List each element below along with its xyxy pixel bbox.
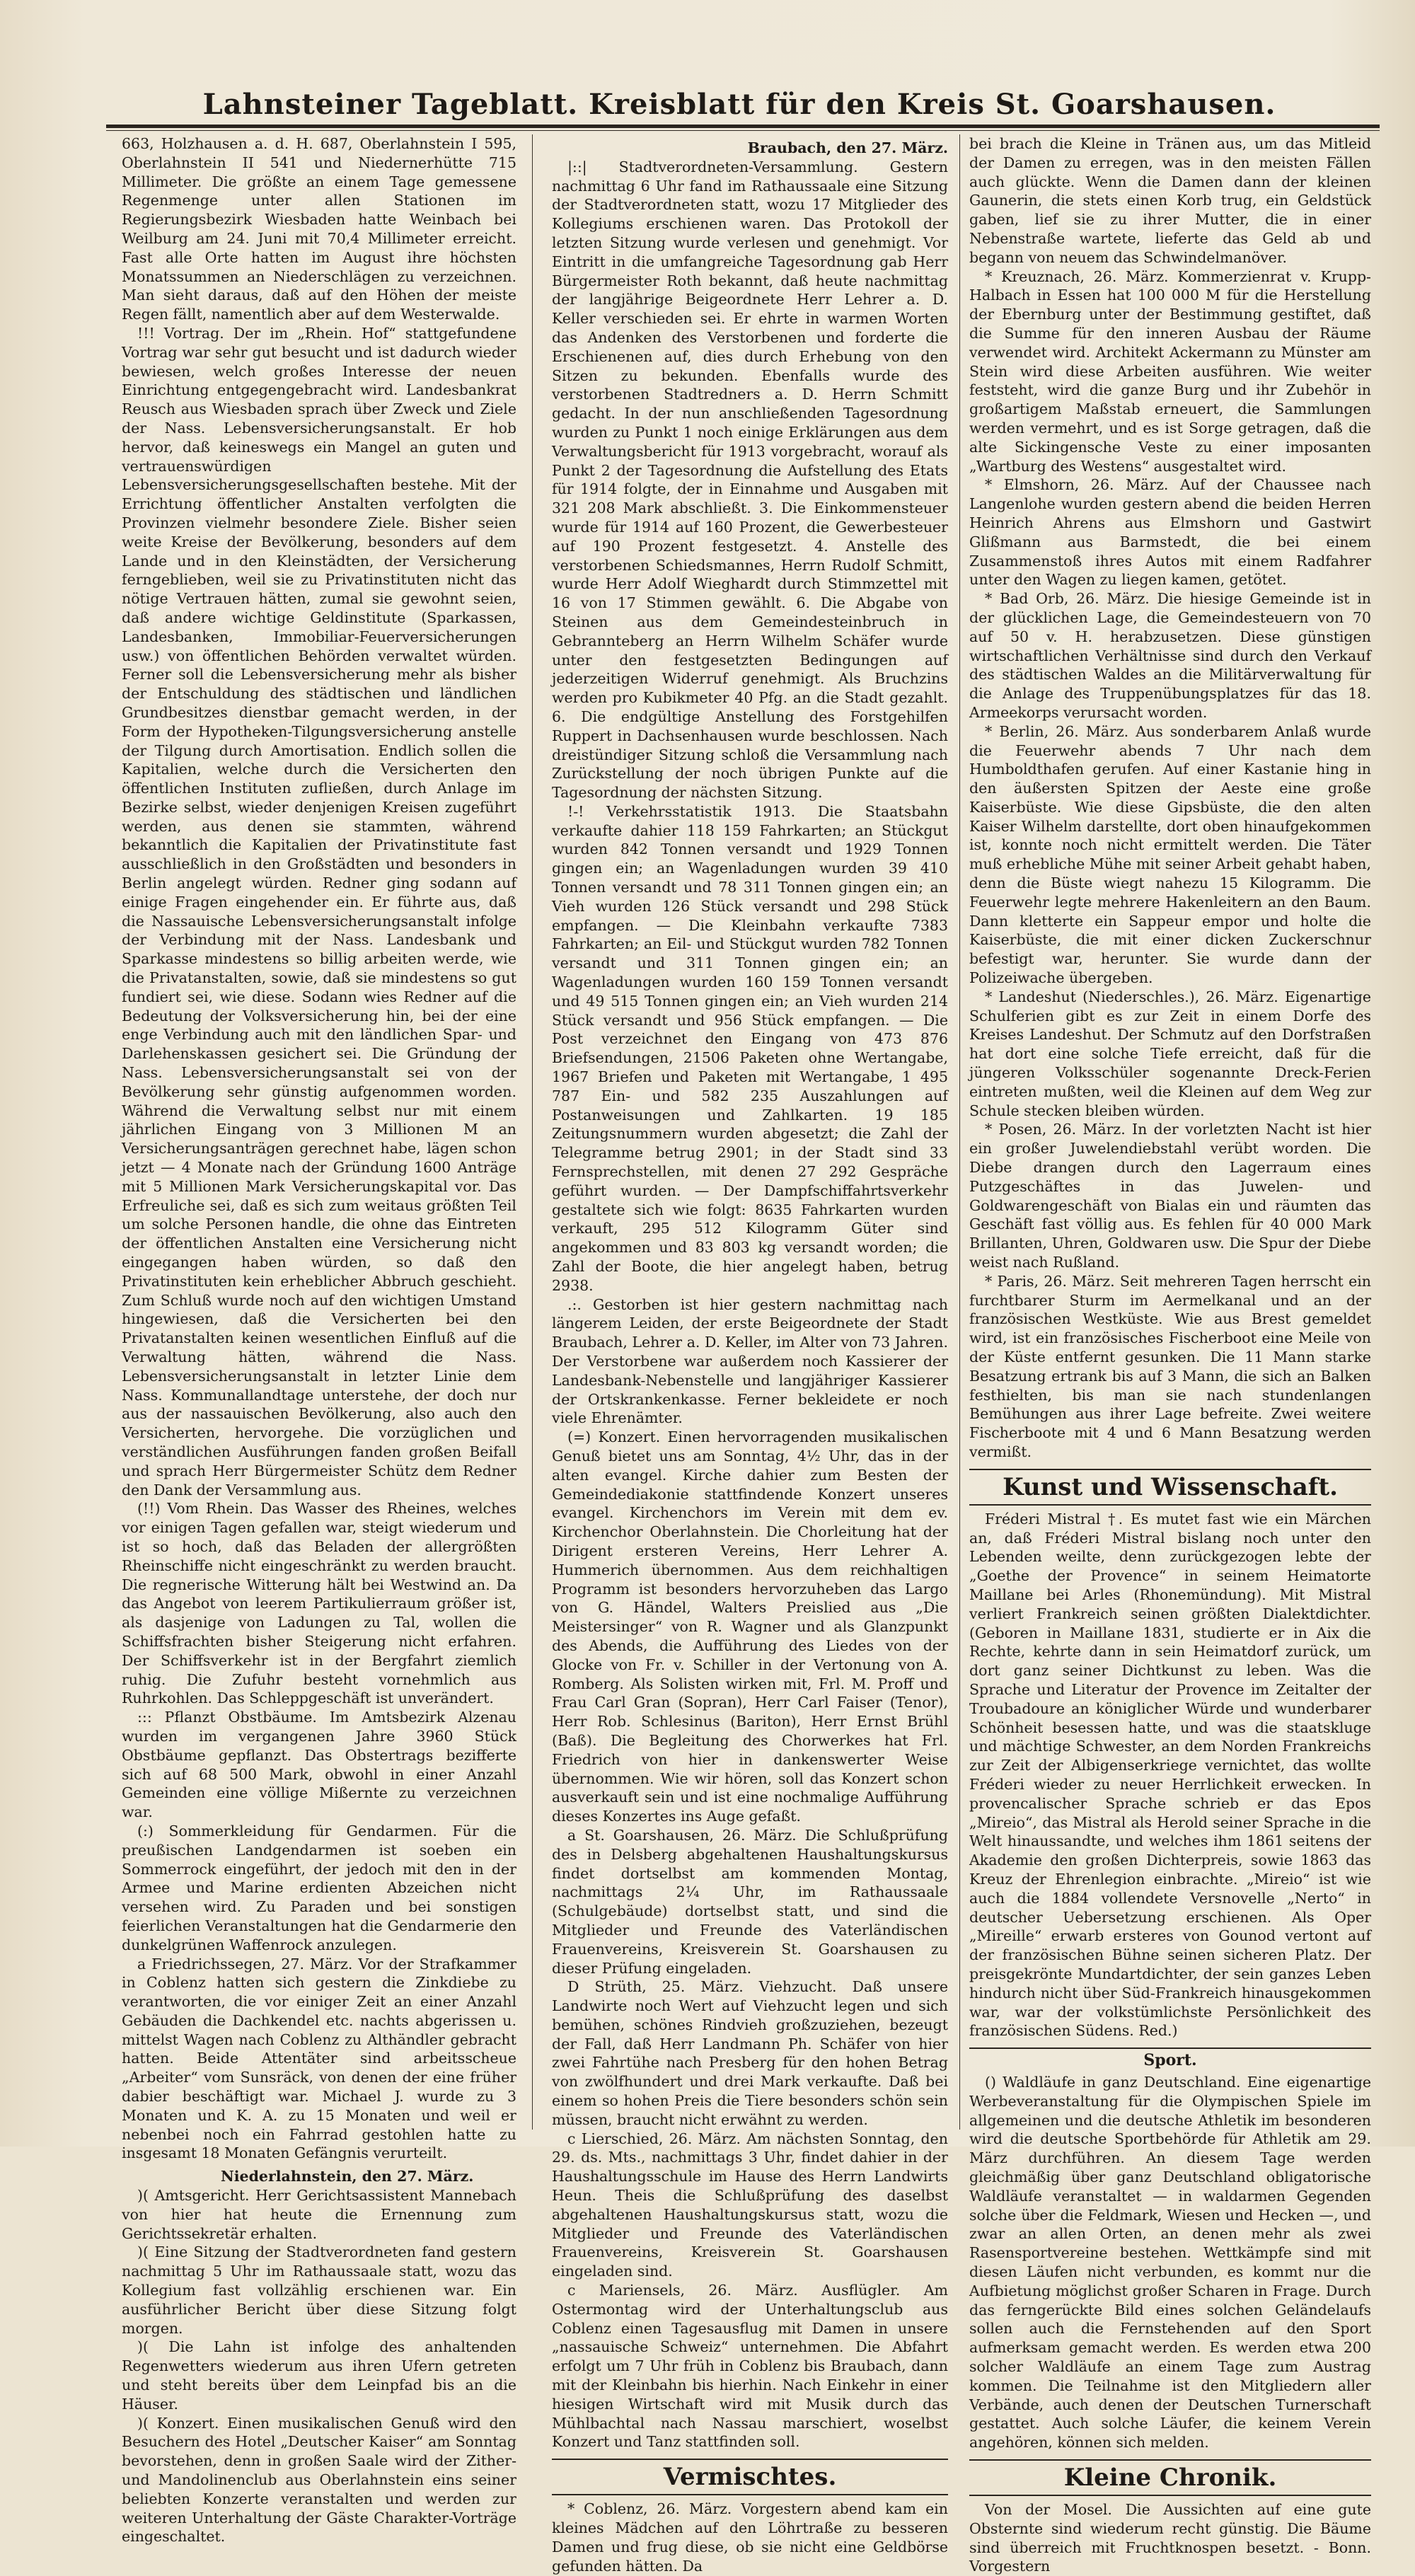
article-lierschied: c Lierschied, 26. März. Am nächsten Sonntag, den 29. ds. Mts., nachmittags 3 Uhr, findet dahier in der Haushaltungsschule im Hause des Herrn Landwirts Heun. Theis die Schlußprüfung des daselbst abgehaltenen Haushaltungskursus statt, wozu die Mitglieder und Freunde des Vaterländischen Frauenvereins, Kreisverein St. Goarshausen eingeladen sind.: [552, 2130, 948, 2280]
heading-sport: Sport.: [969, 2047, 1371, 2072]
heading-vermischtes: Vermischtes.: [552, 2459, 948, 2495]
heading-kunst-wissenschaft: Kunst und Wissenschaft.: [969, 1469, 1371, 1506]
article-verkehrsstatistik: !-! Verkehrsstatistik 1913. Die Staatsbahn verkaufte dahier 118 159 Fahrkarten; an Stückgut wurden 842 Tonnen versandt und 1929 Tonnen gingen ein; an Wagenladungen wurden 39 410 Tonnen versandt und 78 311 Tonnen gingen ein; an Vieh wurden 126 Stück versandt und 298 Stück empfangen. — Die Kleinbahn verkaufte 7383 Fahrkarten; an Eil- und Stückgut wurden 782 Tonnen versandt und 311 Tonnen gingen ein; an Wagenladungen wurden 160 159 Tonnen versandt und 49 515 Tonnen gingen ein; an Vieh wurden 214 Stück versandt und 956 Stück empfangen. — Die Post verzeichnet den Eingang von 473 876 Briefsendungen, 21506 Paketen ohne Wertangabe, 1967 Briefen und Paketen mit Wertangabe, 1 495 787 Ein- und 582 235 Auszahlungen auf Postanweisungen und Zahlkarten. 19 185 Zeitungsnummern wurden abgesetzt; die Zahl der Telegramme betrug 2901; in der Stadt sind 33 Fernsprechstellen, mit denen 27 292 Gespräche geführt wurden. — Der Dampfschiffahrtsverkehr gestaltete sich wie folgt: 8635 Fahrkarten wurden verkauft, 295 512 Kilogramm Güter sind angekommen und 83 803 kg versandt worden; die Zahl der Boote, die hier angelegt haben, betrug 2938.: [552, 802, 948, 1294]
article-waldlaeufe: () Waldläufe in ganz Deutschland. Eine eigenartige Werbeveranstaltung für die Olympischen Spiele im allgemeinen und die deutsche Athletik im besonderen wird die deutsche Sportbehörde für Athletik am 29. März durchführen. An diesem Tage werden gleichmäßig über ganz Deutschland obligatorische Waldläufe veranstaltet — in waldarmen Gegenden solche über die Feldmark, Wiesen und Hecken —, und zwar an allen Orten, an denen mehr als zwei Rasensportvereine bestehen. Wettkämpfe sind mit diesen Läufen nicht verbunden, es kommt nur die Aufbietung möglichst großer Scharen in Frage. Durch das ferngerückte Bild eines solchen Geländelaufs sollen auch die Fernstehenden auf den Sport aufmerksam gemacht werden. Es werden etwa 200 solcher Waldläufe an einem Tage zum Austrag kommen. Die Teilnahme ist den Mitgliedern aller Verbände, auch denen der Deutschen Turnerschaft gestattet. Auch solche Läufer, die keinem Verein angehören, können sich melden.: [969, 2074, 1371, 2451]
article-obstbaeume: ::: Pflanzt Obstbäume. Im Amtsbezirk Alzenau wurden im vergangenen Jahre 3960 Stück Obstbäume gepflanzt. Das Obstertrags bezifferte sich auf 68 500 Mark, obwohl in einer Anzahl Gemeinden eine völlige Mißernte zu verzeichnen war.: [122, 1709, 516, 1821]
column-2: [552, 134, 948, 2575]
article-bad-orb: * Bad Orb, 26. März. Die hiesige Gemeinde ist in der glücklichen Lage, die Gemeindesteuern von 70 auf 50 v. H. herabzusetzen. Diese günstigen wirtschaftlichen Verhältnisse sind durch den Verkauf des städtischen Waldes an die Militärverwaltung für die Anlage des Truppenübungsplatzes für das 18. Armeekorps verursacht worden.: [969, 590, 1371, 721]
article-elmshorn: * Elmshorn, 26. März. Auf der Chaussee nach Langenlohe wurden gestern abend die beiden Herren Heinrich Ahrens aus Elmshorn und Gastwirt Glißmann aus Barmstedt, die bei einem Zusammenstoß ihres Autos mit einem Radfahrer unter den Wagen zu liegen kamen, getötet.: [969, 476, 1371, 589]
article-gestorben: .:. Gestorben ist hier gestern nachmittag nach längerem Leiden, der erste Beigeordnete der Stadt Braubach, Lehrer a. D. Keller, im Alter von 73 Jahren. Der Verstorbene war außerdem noch Kassierer der Landesbank-Nebenstelle und langjähriger Kassierer der Ortskrankenkasse. Ferner bekleidete er noch viele Ehrenämter.: [552, 1295, 948, 1427]
column-divider-1: [532, 134, 533, 2130]
article-strueth: D Strüth, 25. März. Viehzucht. Daß unsere Landwirte noch Wert auf Viehzucht legen und sich bemühen, schönes Rindvieh großzuziehen, bezeugt der Fall, daß Herr Landmann Ph. Schäfer von hier zwei Fahrtühe nach Presberg für den hohen Betrag von zwölfhundert und drei Mark verkaufte. Daß bei einem so hohen Preis die Tiere besonders schön sein müssen, braucht nicht erwähnt zu werden.: [552, 1978, 948, 2128]
article-st-goarshausen: a St. Goarshausen, 26. März. Die Schlußprüfung des in Delsberg abgehaltenen Haushaltungskursus findet dortselbst am kommenden Montag, nachmittags 2¼ Uhr, im Rathaussaale (Schulgebäude) dortselbst statt, und sind die Mitglieder und Freunde des Vaterländischen Frauenvereins, Kreisverein St. Goarshausen zu dieser Prüfung eingeladen.: [552, 1826, 948, 1977]
article-mariensels: c Mariensels, 26. März. Ausflügler. Am Ostermontag wird der Unterhaltungsclub aus Coblenz einen Tagesausflug mit Damen in unsere „nassauische Schweiz“ unternehmen. Die Abfahrt erfolgt um 7 Uhr früh in Coblenz bis Braubach, dann mit der Kleinbahn bis hierhin. Nach Einkehr in einer hiesigen Wirtschaft wird mit Musik durch das Mühlbachtal nach Nassau marschiert, woselbst Konzert und Tanz stattfinden soll.: [552, 2282, 948, 2451]
article-amtsgericht: )( Amtsgericht. Herr Gerichtsassistent Mannebach von hier hat heute die Ernennung zum Gerichtssekretär erhalten.: [122, 2187, 516, 2242]
heading-kleine-chronik: Kleine Chronik.: [969, 2459, 1371, 2496]
article-friedrichssegen: a Friedrichssegen, 27. März. Vor der Strafkammer in Coblenz hatten sich gestern die Zinkdiebe zu verantworten, die vor einiger Zeit an einer Anzahl Gebäuden die Dachkendel etc. nachts abgerissen u. mittelst Wagen nach Coblenz zu Althändler gebracht hatten. Beide Attentäter sind arbeitsscheue „Arbeiter“ vom Sunsräck, von denen der eine früher dabier beschäftigt war. Michael J. wurde zu 3 Monaten und K. A. zu 15 Monaten und weil er nebenbei noch ein Fahrrad gestohlen hatte zu insgesamt 18 Monaten Gefängnis verurteilt.: [122, 1955, 516, 2162]
article-landeshut: * Landeshut (Niederschles.), 26. März. Eigenartige Schulferien gibt es zur Zeit in einem Dorfe des Kreises Landeshut. Der Schmutz auf den Dorfstraßen hat dort eine solche Tiefe erreicht, daß für die jüngeren Volksschüler sogenannte Dreck-Ferien eintreten mußten, weil die Kleinen auf dem Weg zur Schule stecken bleiben würden.: [969, 988, 1371, 1119]
article-sitzung: )( Eine Sitzung der Stadtverordneten fand gestern nachmittag 5 Uhr im Rathaussaale statt, wozu das Kollegium fast vollzählig erschienen war. Ein ausführlicher Bericht über diese Sitzung folgt morgen.: [122, 2243, 516, 2337]
article-lahn: )( Die Lahn ist infolge des anhaltenden Regenwetters wiederum aus ihren Ufern getreten und steht bereits über dem Leinpfad bis an die Häuser.: [122, 2338, 516, 2413]
article-mistral: Fréderi Mistral †. Es mutet fast wie ein Märchen an, daß Fréderi Mistral bislang noch unter den Lebenden weilte, denn zurückgezogen lebte der „Goethe der Provence“ in seinem Heimatorte Maillane bei Arles (Rhonemündung). Mit Mistral verliert Frankreich seinen größten Dialektdichter. (Geboren in Maillane 1831, studierte er in Aix die Rechte, kehrte dann in sein Heimatdorf zurück, um dort ganz seiner Dichtkunst zu leben. Was die Sprache und Literatur der Provence im Zeitalter der Troubadoure an königlicher Würde und wunderbarer Schönheit besessen hatte, und was die staatskluge und mächtige Schwester, an dem Norden Frankreichs zur Zeit der Albigenserkriege vernichtet, das wollte Fréderi wieder zu neuer Herrlichkeit erwecken. In provencalischer Sprache schrieb er das Epos „Mireio“, das Mistral als Herold seiner Sprache in die Welt hinaussandte, und welches ihm 1861 seitens der Akademie den großen Dichterpreis, sowie 1863 das Kreuz der Ehrenlegion einbrachte. „Mireio“ ist wie auch die 1884 vollendete Versnovelle „Nerto“ in deutscher Uebersetzung erschienen. Als Oper „Mireille“ erwarb ersteres von Gounod vertont auf der französischen Bühne seinen sicheren Platz. Der preisgekrönte Mundartdichter, der sein ganzes Leben hindurch nicht über Süd-Frankreich hinausgekommen war, war der volkstümlichste Persönlichkeit des französischen Südens. Red.): [969, 1510, 1371, 2040]
article-coblenz-cont: bei brach die Kleine in Tränen aus, um das Mitleid der Damen zu erregen, was in den meisten Fällen auch glückte. Wenn die Damen dann der kleinen Gaunerin, die stets einen Korb trug, ein Geldstück gaben, lief sie zu ihrer Mutter, die in einer Nebenstraße wartete, lieferte das Geld ab und begann von neuem das Schwindelmanöver.: [969, 135, 1371, 266]
column-divider-2: [959, 134, 960, 2130]
article-vom-rhein: (!!) Vom Rhein. Das Wasser des Rheines, welches vor einigen Tagen gefallen war, steigt wiederum und ist so hoch, daß das Beladen der allergrößten Rheinschiffe nicht eingeschränkt zu werden braucht. Die regnerische Witterung hält bei Westwind an. Da das Angebot von leerem Partikulierraum größer ist, als dasjenige von Ladungen zu Tal, wollen die Schiffsfrachten bisher Steigerung nicht erfahren. Der Schiffsverkehr ist in der Bergfahrt ziemlich ruhig. Die Zufuhr besteht vornehmlich aus Ruhrkohlen. Das Schleppgeschäft ist unverändert.: [122, 1500, 516, 1707]
dateline-niederlahnstein: Niederlahnstein, den 27. März.: [221, 2168, 474, 2185]
article-gendarmen: (:) Sommerkleidung für Gendarmen. Für die preußischen Landgendarmen ist soeben ein Sommerrock eingeführt, der jedoch mit den in der Armee und Marine erdienten Abzeichen nicht versehen wird. Zu Paraden und bei sonstigen feierlichen Veranstaltungen hat die Gendarmerie den dunkelgrünen Waffenrock anzulegen.: [122, 1822, 516, 1953]
article-paris: * Paris, 26. März. Seit mehreren Tagen herrscht ein furchtbarer Sturm im Aermelkanal und an der französischen Westküste. Wie aus Brest gemeldet wird, ist ein französisches Fischerboot eine Meile von der Küste entfernt gesunken. Die 11 Mann starke Besatzung ertrank bis auf 3 Mann, die sich an Balken festhielten, bis man sie nach stundenlangen Bemühungen aus ihrer Lage befreite. Zwei weitere Fischerboote mit 4 und 6 Mann Besatzung werden vermißt.: [969, 1272, 1371, 1460]
masthead-rule: [106, 125, 1380, 128]
article-kreuznach: * Kreuznach, 26. März. Kommerzienrat v. Krupp-Halbach in Essen hat 100 000 M für die Herstellung der Ebernburg unter der Bestimmung gestiftet, daß die Summe für den inneren Ausbau der Räume verwendet wird. Architekt Ackermann zu Münster am Stein wird diese Arbeiten ausführen. Wie weiter feststeht, wird die ganze Burg und ihr Zubehör in großartigem Maßstab erneuert, die Sammlungen werden vermehrt, und es ist Sorge getragen, daß die alte Sickingensche Veste zu einer imposanten „Wartburg des Westens“ ausgestaltet wird.: [969, 267, 1371, 475]
masthead-rule-thin: [106, 130, 1380, 131]
article-stadtverordneten: |::| Stadtverordneten-Versammlung. Gestern nachmittag 6 Uhr fand im Rathaussaale eine Sitzung der Stadtverordneten statt, wozu 17 Mitglieder des Kollegiums erschienen waren. Das Protokoll der letzten Sitzung wurde verlesen und genehmigt. Vor Eintritt in die umfangreiche Tagesordnung gab Herr Bürgermeister Roth bekannt, daß heute nachmittag der langjährige Beigeordnete Herr Lehrer a. D. Keller verschieden sei. Er ehrte in warmen Worten das Andenken des Verstorbenen und forderte die Erschienenen auf, dies durch Erhebung von den Sitzen zu bekunden. Ebenfalls wurde des verstorbenen Stadtredners a. D. Herrn Schmitt gedacht. In der nun anschließenden Tagesordnung wurden zu Punkt 1 noch einige Erklärungen aus dem Verwaltungsbericht für 1913 vorgebracht, worauf als Punkt 2 der Tagesordnung die Aufstellung des Etats für 1914 folgte, der in Einnahme und Ausgaben mit 321 208 Mark abschließt. 3. Die Einkommensteuer wurde für 1914 auf 160 Prozent, die Gewerbesteuer auf 190 Prozent festgesetzt. 4. Anstelle des verstorbenen Schiedsmannes, Herrn Rudolf Schmitt, wurde Herr Adolf Wieghardt durch Stimmzettel mit 16 von 17 Stimmen gewählt. 6. Die Abgabe von Steinen aus dem Gemeindesteinbruch in Gebrannteberg an Herrn Wilhelm Schäfer wurde unter den festgesetzten Bedingungen auf jederzeitigen Widerruf genehmigt. Als Bruchzins werden pro Kubikmeter 40 Pfg. an die Stadt gezahlt. 6. Die endgültige Anstellung des Forstgehilfen Ruppert in Dachsenhausen wurde beschlossen. Nach dreistündiger Sitzung schloß die Versammlung nach Zurückstellung der noch übrigen Punkte auf die Tagesordnung der nächsten Sitzung.: [552, 158, 948, 802]
article-posen: * Posen, 26. März. In der vorletzten Nacht ist hier ein großer Juwelendiebstahl verübt worden. Die Diebe drangen durch den Lagerraum eines Putzgeschäftes in das Juwelen- und Goldwarengeschäft von Bialas ein und räumten das Geschäft fast völlig aus. Es fehlen für 40 000 Mark Brillanten, Uhren, Goldwaren usw. Die Spur der Diebe weist nach Rußland.: [969, 1121, 1371, 1271]
article-rainfall-end: 663, Holzhausen a. d. H. 687, Oberlahnstein I 595, Oberlahnstein II 541 und Niedernerhütte 715 Millimeter. Die größte an einem Tage gemessene Regenmenge unter allen Stationen im Regierungsbezirk Wiesbaden hatte Weinbach bei Weilburg am 24. Juni mit 70,4 Millimeter erreicht. Fast alle Orte hatten im August ihre höchsten Monatssummen an Niederschlägen zu verzeichnen. Man sieht daraus, daß auf den Höhen der meiste Regen fällt, namentlich aber auf dem Westerwalde.: [122, 135, 516, 323]
dateline-braubach: Braubach, den 27. März.: [747, 139, 948, 156]
article-coblenz: * Coblenz, 26. März. Vorgestern abend kam ein kleines Mädchen auf den Löhrtraße zu besseren Damen und frug diese, ob sie nicht eine Geldbörse gefunden hätten. Da: [552, 2500, 948, 2575]
column-3: [969, 134, 1371, 2575]
article-konzert-braubach: (=) Konzert. Einen hervorragenden musikalischen Genuß bietet uns am Sonntag, 4½ Uhr, das in der alten evangel. Kirche dahier zum Besten der Gemeindediakonie stattfindende Konzert unseres evangel. Kirchenchors im Verein mit dem ev. Kirchenchor Oberlahnstein. Die Chorleitung hat der Dirigent ersteren Vereins, Herr Lehrer A. Hummerich übernommen. Aus dem reichhaltigen Programm ist besonders hervorzuheben das Largo von G. Händel, Walters Preislied aus „Die Meistersinger“ von R. Wagner und als Glanzpunkt des Abends, die Aufführung des Liedes von der Glocke von Fr. v. Schiller in der Vertonung von A. Romberg. Als Solisten wirken mit, Frl. M. Proff und Frau Carl Gran (Sopran), Herr Carl Faiser (Tenor), Herr Rob. Schlesinus (Bariton), Herr Ernst Brühl (Baß). Die Begleitung des Chorwerkes hat Frl. Friedrich von hier in dankenswerter Weise übernommen. Wie wir hören, soll das Konzert schon ausverkauft sein und ist eine nochmalige Aufführung dieses Konzertes ins Auge gefaßt.: [552, 1428, 948, 1825]
masthead-title: Lahnsteiner Tageblatt. Kreisblatt für den Kreis St. Goarshausen.: [202, 88, 1276, 121]
article-vortrag: !!! Vortrag. Der im „Rhein. Hof“ stattgefundene Vortrag war sehr gut besucht und ist dadurch wieder bewiesen, welch großes Interesse der neuen Einrichtung entgegengebracht wird. Landesbankrat Reusch aus Wiesbaden sprach über Zweck und Ziele der Nass. Lebensversicherungsanstalt. Er hob hervor, daß keineswegs ein Mangel an guten und vertrauenswürdigen Lebensversicherungsgesellschaften bestehe. Mit der Errichtung öffentlicher Anstalten verfolgten die Provinzen vielmehr besondere Ziele. Bisher seien weite Kreise der Bevölkerung, besonders auf dem Lande und in den Kleinstädten, der Versicherung ferngeblieben, weil sie zu Privatinstituten nicht das nötige Vertrauen hätten, zumal sie gewohnt seien, daß andere wichtige Geldinstitute (Sparkassen, Landesbanken, Immobiliar-Feuerversicherungen usw.) von öffentlichen Behörden verwaltet würden. Ferner soll die Lebensversicherung mehr als bisher der Entschuldung des städtischen und ländlichen Grundbesitzes dienstbar gemacht werden, in der Form der Hypotheken-Tilgungsversicherung anstelle der Tilgung durch Amortisation. Endlich sollen die Kapitalien, welche durch die Versicherten den öffentlichen Instituten zufließen, durch Anlage im Bezirke selbst, wieder denjenigen Kreisen zugeführt werden, aus denen sie stammten, während bekanntlich die Kapitalien der Privatinstitute fast ausschließlich in den Großstädten und besonders in Berlin angelegt würden. Redner ging sodann auf einige Fragen eingehender ein. Er führte aus, daß die Nassauische Lebensversicherungsanstalt infolge der Verbindung mit der Nass. Landesbank und Sparkasse mindestens so billig arbeiten werde, wie die Privatanstalten, sowie, daß sie mindestens so gut fundiert sei, wie diese. Sodann wies Redner auf die Bedeutung der Volksversicherung hin, bei der eine enge Verbindung auch mit den ländlichen Spar- und Darlehenskassen gesichert sei. Die Gründung der Nass. Lebensversicherungsanstalt sei von der Bevölkerung sehr günstig aufgenommen worden. Während die Verwaltung selbst nur mit einem jährlichen Eingang von 3 Millionen M an Versicherungsanträgen gerechnet habe, lägen schon jetzt — 4 Monate nach der Gründung 1600 Anträge mit 5 Millionen Mark Versicherungskapital vor. Das Erfreuliche sei, daß es sich zum weitaus größten Teil um solche Personen handle, die ohne das Eintreten der öffentlichen Anstalten eine Versicherung nicht eingegangen haben würden, so daß den Privatinstituten kein erheblicher Abbruch geschieht. Zum Schluß wurde noch auf den wichtigen Umstand hingewiesen, daß die Versicherten bei den Privatanstalten keinen wesentlichen Einfluß auf die Verwaltung hätten, während die Nass. Lebensversicherungsanstalt in letzter Linie dem Nass. Kommunallandtage unterstehe, der doch nur aus der nassauischen Bevölkerung, also auch den Versicherten, hervorgehe. Die vorzüglichen und verständlichen Ausführungen fanden großen Beifall und sprach Herr Bürgermeister Schütz dem Redner den Dank der Versammlung aus.: [122, 324, 516, 1498]
column-1: [122, 134, 516, 2546]
article-konzert-kaiser: )( Konzert. Einen musikalischen Genuß wird den Besuchern des Hotel „Deutscher Kaiser“ am Sonntag bevorstehen, denn in großen Saale wird der Zither- und Mandolinenclub aus Oberlahnstein eins seiner beliebten Konzerte veranstalten und werden zur weiteren Unterhaltung der Gäste Charakter-Vorträge eingeschaltet.: [122, 2414, 516, 2546]
article-berlin: * Berlin, 26. März. Aus sonderbarem Anlaß wurde die Feuerwehr abends 7 Uhr nach dem Humboldthafen gerufen. Auf einer Kastanie hing in den äußersten Spitzen der Aeste eine große Kaiserbüste. Wie diese Gipsbüste, die den alten Kaiser Wilhelm darstellte, dort oben hinaufgekommen ist, konnte noch nicht ermittelt werden. Die Täter muß erhebliche Mühe mit seiner Arbeit gehabt haben, denn die Büste wiegt nahezu 15 Kilogramm. Die Feuerwehr legte mehrere Hakenleitern an den Baum. Dann kletterte ein Sappeur empor und holte die Kaiserbüste, die mit einer dicken Zuckerschnur befestigt war, herunter. Sie wurde dann der Polizeiwache übergeben.: [969, 722, 1371, 987]
article-mosel: Von der Mosel. Die Aussichten auf eine gute Obsternte sind wiederum recht günstig. Die Bäume sind überreich mit Fruchtknospen besetzt. - Bonn. Vorgestern: [969, 2501, 1371, 2575]
